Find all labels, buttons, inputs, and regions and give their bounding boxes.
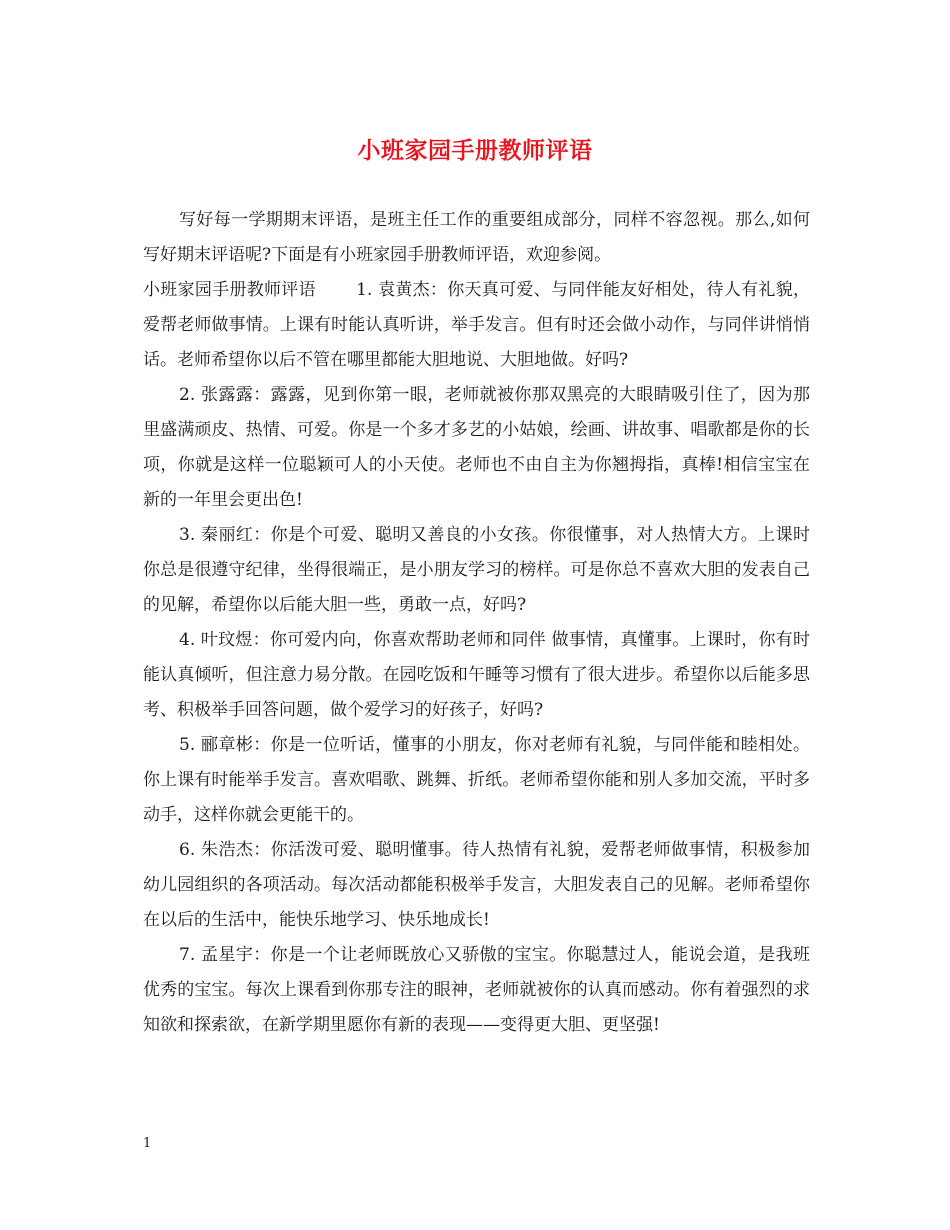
comment-paragraph-7: 7. 孟星宇：你是一个让老师既放心又骄傲的宝宝。你聪慧过人，能说会道，是我班优秀的宝宝。每次上课看到你那专注的眼神，老师就被你的认真而感动。你有着强烈的求知欲和探索欲，在新学期里愿你有新的表现——变得更大胆、更坚强! <box>143 945 810 1035</box>
comment-paragraph-6: 6. 朱浩杰：你活泼可爱、聪明懂事。待人热情有礼貌，爱帮老师做事情，积极参加幼儿园组织的各项活动。每次活动都能积极举手发言，大胆发表自己的见解。老师希望你在以后的生活中，能快乐地学习、快乐地成长! <box>143 840 810 930</box>
intro-paragraph: 写好每一学期期末评语，是班主任工作的重要组成部分，同样不容忽视。那么,如何写好期末评语呢?下面是有小班家园手册教师评语，欢迎参阅。 <box>143 210 810 265</box>
comment-paragraph-5: 5. 郦章彬：你是一位听话，懂事的小朋友，你对老师有礼貌，与同伴能和睦相处。你上课有时能举手发言。喜欢唱歌、跳舞、折纸。老师希望你能和别人多加交流，平时多动手，这样你就会更能干的。 <box>143 735 810 825</box>
page-number: 1 <box>143 1136 152 1151</box>
comment-paragraph-3: 3. 秦丽红：你是个可爱、聪明又善良的小女孩。你很懂事，对人热情大方。上课时你总是很遵守纪律，坐得很端正，是小朋友学习的榜样。可是你总不喜欢大胆的发表自己的见解，希望你以后能大胆一些，勇敢一点，好吗? <box>143 525 810 615</box>
document-title: 小班家园手册教师评语 <box>357 137 593 164</box>
paragraph-heading-and-comment-1: 小班家园手册教师评语 1. 袁黄杰：你天真可爱、与同伴能友好相处，待人有礼貌，爱帮老师做事情。上课有时能认真听讲，举手发言。但有时还会做小动作，与同伴讲悄悄话。老师希望你以后不管在哪里都能大胆地说、大胆地做。好吗? <box>143 280 810 370</box>
comment-paragraph-4: 4. 叶玟煜：你可爱内向，你喜欢帮助老师和同伴 做事情，真懂事。上课时，你有时能认真倾听，但注意力易分散。在园吃饭和午睡等习惯有了很大进步。希望你以后能多思考、积极举手回答问题，做个爱学习的好孩子，好吗? <box>143 630 810 720</box>
comment-paragraph-2: 2. 张露露：露露，见到你第一眼，老师就被你那双黑亮的大眼睛吸引住了，因为那里盛满顽皮、热情、可爱。你是一个多才多艺的小姑娘，绘画、讲故事、唱歌都是你的长项，你就是这样一位聪颖可人的小天使。老师也不由自主为你翘拇指，真棒!相信宝宝在新的一年里会更出色! <box>143 385 810 510</box>
document-body <box>143 203 810 1043</box>
